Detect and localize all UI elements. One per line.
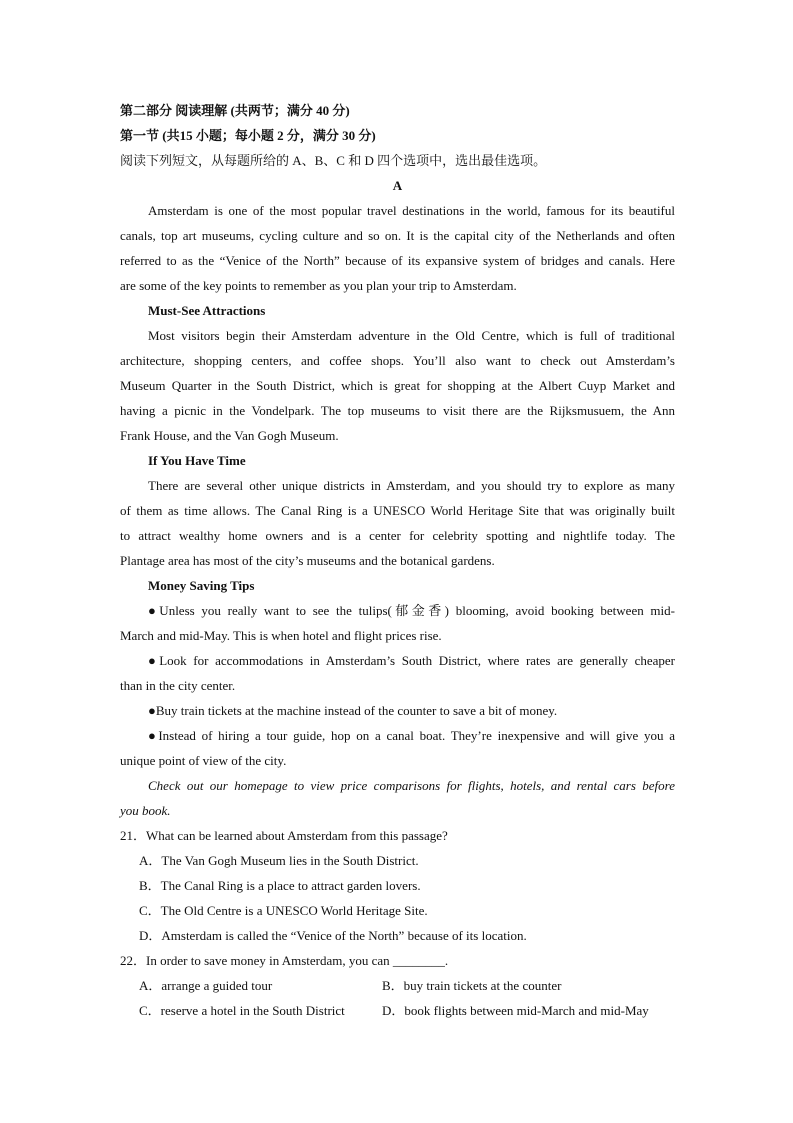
q22-options-row (120, 998, 675, 1023)
tip-line: than in the city center. (120, 678, 236, 693)
q22-option-c: C．reserve a hotel in the South District (139, 1003, 345, 1018)
q21-option-b: B．The Canal Ring is a place to attract garden lovers. (139, 878, 421, 893)
q22-option-d: D．book flights between mid-March and mid-May (382, 1003, 649, 1018)
intro-line: Amsterdam is one of the most popular travel destinations in the world, famous for its beautiful (148, 203, 675, 218)
part-title: 第二部分 阅读理解 (共两节；满分 40 分) (120, 103, 350, 118)
must-see-heading: Must-See Attractions (148, 303, 266, 318)
must-see-line: Frank House, and the Van Gogh Museum. (120, 428, 339, 443)
q22-option-b: B．buy train tickets at the counter (382, 978, 562, 993)
must-see-line: having a picnic in the Vondelpark. The top museums to visit there are the Rijksmusuem, the Ann (120, 403, 675, 418)
tip-line: March and mid-May. This is when hotel and flight prices rise. (120, 628, 442, 643)
intro-line: referred to as the “Venice of the North” because of its expansive system of bridges and canals. Here (120, 253, 675, 268)
tip-line: ●Look for accommodations in Amsterdam’s South District, where rates are generally cheaper (148, 653, 675, 668)
q22-option-a: A．arrange a guided tour (139, 978, 273, 993)
passage-letter: A (392, 178, 403, 193)
intro-line: are some of the key points to remember as you plan your trip to Amsterdam. (120, 278, 517, 293)
tip-line: ●Buy train tickets at the machine instead of the counter to save a bit of money. (148, 703, 558, 718)
if-time-heading: If You Have Time (148, 453, 246, 468)
if-time-line: of them as time allows. The Canal Ring is a UNESCO World Heritage Site that was originally built (120, 503, 675, 518)
page-content (120, 98, 675, 1023)
must-see-line: Museum Quarter in the South District, which is great for shopping at the Albert Cuyp Market and (120, 378, 675, 393)
question-21-stem: 21．What can be learned about Amsterdam from this passage? (120, 828, 448, 843)
must-see-line: Most visitors begin their Amsterdam adventure in the Old Centre, which is full of traditional (148, 328, 675, 343)
instruction: 阅读下列短文，从每题所给的 A、B、C 和 D 四个选项中，选出最佳选项。 (120, 153, 547, 168)
tip-line: ●Instead of hiring a tour guide, hop on a canal boat. They’re inexpensive and will give you a (148, 728, 675, 743)
q21-option-c: C．The Old Centre is a UNESCO World Heritage Site. (139, 903, 428, 918)
money-heading: Money Saving Tips (148, 578, 255, 593)
closing-line: you book. (120, 803, 171, 818)
section-title: 第一节 (共15 小题；每小题 2 分，满分 30 分) (120, 128, 376, 143)
q22-options-row (120, 973, 675, 998)
question-22-stem: 22．In order to save money in Amsterdam, you can ________. (120, 953, 449, 968)
q21-option-d: D．Amsterdam is called the “Venice of the North” because of its location. (139, 928, 527, 943)
closing-line: Check out our homepage to view price comparisons for flights, hotels, and rental cars before (148, 778, 675, 793)
must-see-line: architecture, shopping centers, and coffee shops. You’ll also want to check out Amsterdam’s (120, 353, 675, 368)
q21-option-a: A．The Van Gogh Museum lies in the South District. (139, 853, 419, 868)
intro-line: canals, top art museums, cycling culture and so on. It is the capital city of the Netherlands and often (120, 228, 675, 243)
tip-line: ●Unless you really want to see the tulips(郁金香) blooming, avoid booking between mid- (148, 603, 675, 618)
if-time-line: Plantage area has most of the city’s museums and the botanical gardens. (120, 553, 495, 568)
tip-line: unique point of view of the city. (120, 753, 287, 768)
if-time-line: to attract wealthy home owners and is a center for celebrity spotting and nightlife today. The (120, 528, 675, 543)
if-time-line: There are several other unique districts in Amsterdam, and you should try to explore as many (148, 478, 675, 493)
